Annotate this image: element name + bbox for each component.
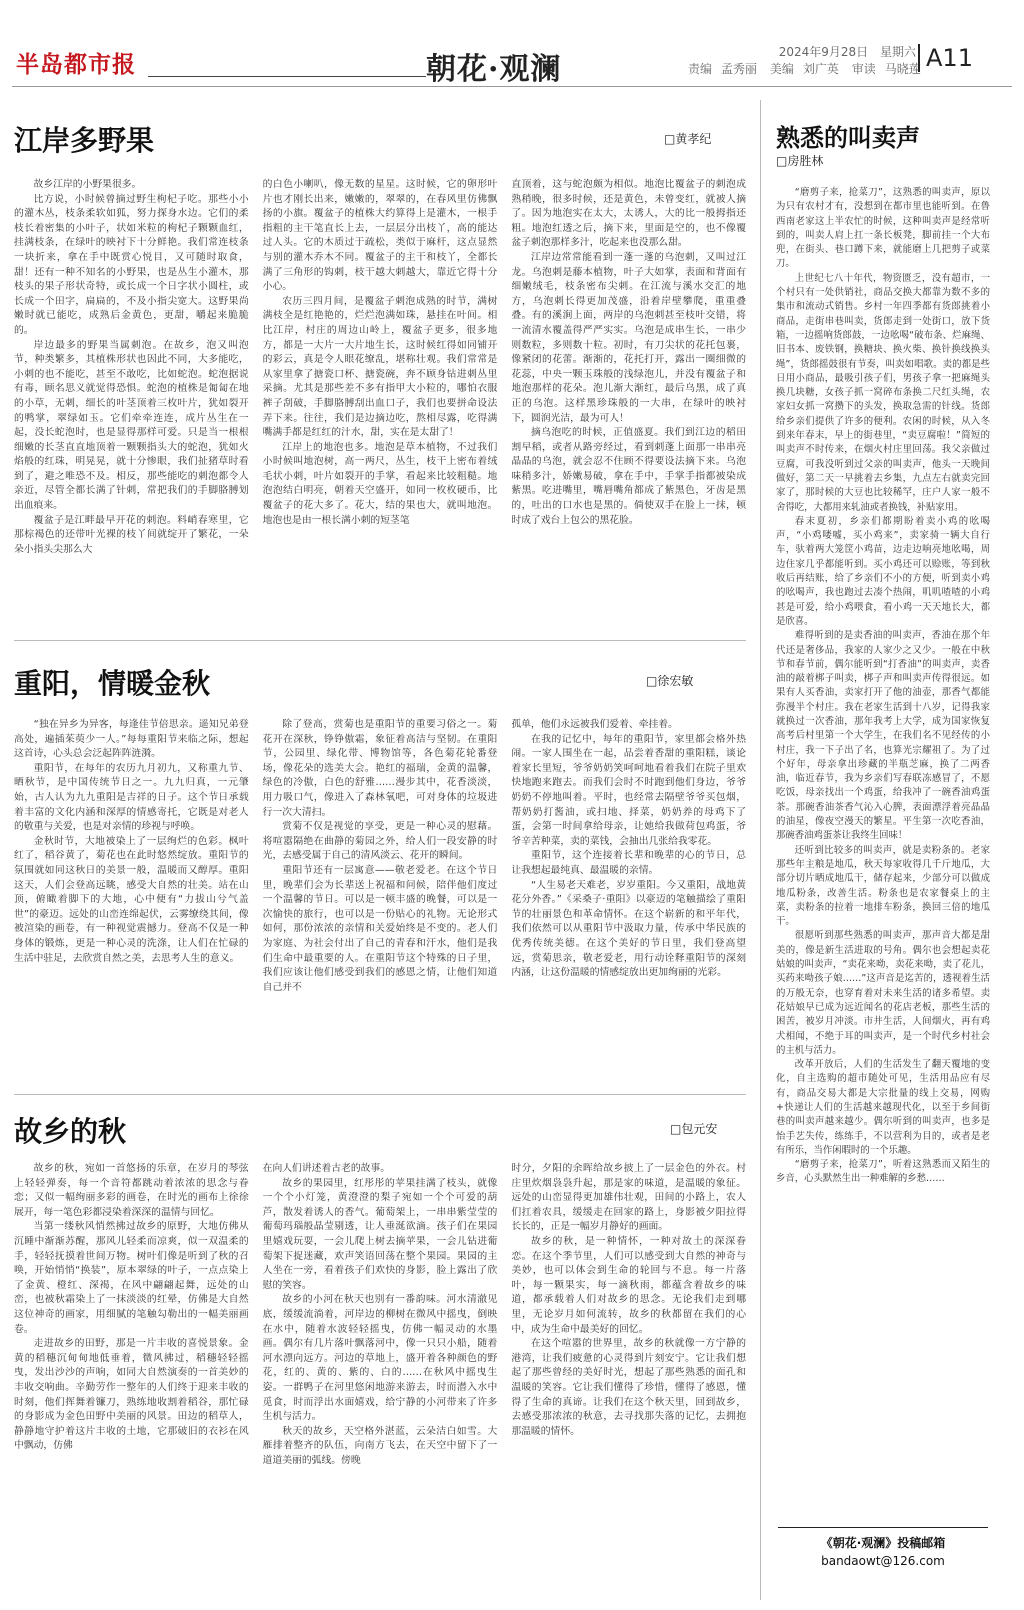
paragraph: 秋天的故乡，天空格外湛蓝，云朵洁白如雪。大雁排着整齐的队伍，向南方飞去，在天空中留下了一道道美丽的弧线。傍晚 bbox=[262, 1425, 498, 1466]
issue-weekday: 星期六 bbox=[879, 45, 916, 59]
article-body-guxiang bbox=[14, 1162, 746, 1600]
paragraph: 春末夏初，乡亲们都期盼着卖小鸡的吆喝声，“小鸡喽嘘，买小鸡来”，卖家骑一辆大自行车，驮着两大笼筐小鸡苗，边走边响亮地吆喝，周边住家几乎都能听到。买小鸡还可以赊账，等到秋收后再结账，给了乡亲们不小的方便，听到卖小鸡的吆喝声，我也跑过去凑个热闹，叽叽喳喳的小鸡甚是可爱，给小鸡喂食，看小鸡一天天地长大，都是欣喜。 bbox=[776, 515, 990, 627]
paragraph: 重阳节，这个连接着长辈和晚辈的心的节日，总让我想起最纯真、最温暖的亲情。 bbox=[511, 850, 747, 876]
paragraph: 重阳节还有一层寓意——敬老爱老。在这个节日里，晚辈们会为长辈送上祝福和问候，陪伴他们度过一个温馨的节日。可以是一顿丰盛的晚餐，可以是一次愉快的旅行，也可以是一份贴心的礼物。无论形式如何，那份浓浓的亲情和关爱始终是不变的。老人们为家庭、为社会付出了自己的青春和汗水，他们是我们生命中最重要的人。在重阳节这个特殊的日子里，我们应该让他们感受到我们的感恩之情，让他们知道自己并不 bbox=[262, 864, 498, 993]
article-byline-chongyang: □徐宏敏 bbox=[646, 674, 694, 688]
article-body-jiaomai bbox=[776, 186, 990, 1514]
paragraph: 改革开放后，人们的生活发生了翻天覆地的变化，自主选购的超市随处可见，生活用品应有尽有，商品交易大都是大宗批量的线上交易，网购+快递让人们的生活越来越现代化，以至于乡间街巷的叫卖声越来越少。偶尔听到的叫卖声，也多是怡手艺失传，练练手，不以营利为目的，或者是老有所乐，当作闲暇时的一个乐趣。 bbox=[776, 1059, 990, 1156]
masthead-rule bbox=[12, 86, 1012, 87]
paragraph: 在我的记忆中，每年的重阳节，家里都会格外热闹。一家人围坐在一起，品尝着香甜的重阳糕，谈论着家长里短，爷爷奶奶笑呵呵地看着我们在院子里欢快地跑来跑去。而我们会时不时跑到他们身边，爷爷奶奶不停地叫着。平时，也经常去隔壁爷爷买包烟，帮奶奶打酱油，或扫地、择菜，奶奶养的母鸡下了蛋，会第一时间拿给母亲，让她给我做荷包鸡蛋，爷爷辛苦种菜，卖的菜钱，会抽出几张给我零花。 bbox=[511, 733, 747, 847]
paragraph: 重阳节，在每年的农历九月初九，又称重九节、晒秋节，是中国传统节日之一。九九归真，一元肇始，古人认为九九重阳是吉祥的日子。这个节日承载着丰富的文化内涵和深厚的情感寄托，它既是对老人的敬重与关爱，也是对亲情的珍视与呼唤。 bbox=[14, 762, 249, 833]
article-column bbox=[511, 178, 746, 624]
paragraph: 比方说，小时候曾摘过野生枸杞子吃。那些小小的灌木丛，枝条柔软如狐，努力探身水边。它们的柔枝长着密集的小叶子，状如米粒的枸杞子颗颗血红，挂满枝条，在绿叶的映衬下十分鲜艳。我们常连枝条一块折来，拿在手中既赏心悦目，又可随时取食，甜！还有一种不知名的小野果，也是丛生小灌木，那枝头的果子形状奇特，或长成一个日字状小圆柱，或长成一个田字，扁扁的，不及小指尖宽大。这野果尚嫩时就已能吃，成熟后金黄色，更甜，嚼起来脆脆的。 bbox=[14, 193, 249, 336]
paragraph: 摘乌泡吃的时候，正值盛夏。我们到江边的稻田割早稻，或者从路旁经过，看到刺蓬上面那一串串亮晶晶的乌泡，就会忍不住顾不得要设法摘下来。乌泡味稍多汁，娇嫩易破，拿在手中，手掌手指都被染成紫黑。吃进嘴里，嘴唇嘴角都成了紫黑色，牙齿是黑的，吐出的口水也是黑的。倘使双手在脸上一抹，顿时成了戏台上包公的黑花脸。 bbox=[511, 427, 747, 526]
paragraph: 走进故乡的田野，那是一片丰收的喜悦景象。金黄的稻穗沉甸甸地低垂着，微风拂过，稻穗轻轻摇曳，发出沙沙的声响，如同大自然演奏的一首美妙的丰收交响曲。辛勤劳作一整年的人们终于迎来丰收的时刻，他们挥舞着镰刀，熟练地收割着稻谷，那忙碌的身影成为金色田野中美丽的风景。田边的稻草人，静静地守护着这片丰收的土地，它那破旧的衣衫在风中飘动，仿佛 bbox=[14, 1338, 249, 1452]
paragraph: 除了登高，赏菊也是重阳节的重要习俗之一。菊花开在深秋，铮铮傲霜，象征着高洁与坚韧。在重阳节，公园里、绿化带、博物馆等，各色菊花轮番登场，像花朵的选美大会。艳红的福瑞，金黄的温馨，绿色的冷傲，白色的舒雅……漫步其中，花香淡淡，用力吸口气，像进入了森林氧吧，可对身体的垃圾进行一次大清扫。 bbox=[262, 719, 498, 818]
paragraph: “人生易老天难老，岁岁重阳。今又重阳，战地黄花分外香。”《采桑子·重阳》以豪迈的笔触描绘了重阳节的壮丽景色和革命情怀。在这个崭新的和平年代，我们依然可以从重阳节中汲取力量，传承中华民族的优秀传统美德。在这个美好的节日里，我们登高望远，赏菊思亲，敬老爱老，用行动诠释重阳节的深刻内涵，让这份温暖的情感绽放出更加绚丽的光彩。 bbox=[511, 879, 747, 979]
paragraph: 在这个喧嚣的世界里，故乡的秋就像一方宁静的港湾，让我们疲惫的心灵得到片刻安宁。它让我们想起了那些曾经的美好时光，想起了那些熟悉的面孔和温暖的笑容。它让我们懂得了珍惜，懂得了感恩，懂得了生命的真谛。让我们在这个秋天里，回到故乡，去感受那浓浓的秋意，去寻找那失落的记忆，去拥抱那温暖的情怀。 bbox=[511, 1338, 747, 1437]
footer-rule bbox=[778, 1527, 988, 1528]
article-byline-guxiang: □包元安 bbox=[670, 1122, 718, 1136]
article-body-jiangan bbox=[14, 178, 746, 624]
article-byline-jiangan: □黄孝纪 bbox=[664, 132, 712, 146]
paragraph: 在向人们讲述着古老的故事。 bbox=[262, 1163, 391, 1174]
paragraph: 时分，夕阳的余晖给故乡披上了一层金色的外衣。村庄里炊烟袅袅升起，那是家的味道，是温暖的象征。远处的山峦显得更加雄伟壮观，田间的小路上，农人们扛着农具，缓缓走在回家的路上，身影被夕阳拉得长长的，正是一幅岁月静好的画面。 bbox=[511, 1163, 747, 1233]
article-separator bbox=[14, 1094, 746, 1095]
paragraph: 直顶着，这与蛇泡颇为相似。地泡比覆盆子的刺泡成熟稍晚，很多时候，还是黄色，未曾变红，就被人摘了。因为地泡实在太大，太诱人，大的比一般拇指还粗。地泡红透之后，摘下来，里面是空的，也不像覆盆子刺泡那样多汁，吃起来也没那么甜。 bbox=[511, 179, 747, 249]
article-column bbox=[263, 1162, 498, 1600]
paragraph: 故乡的小河在秋天也别有一番韵味。河水清澈见底，缓缓流淌着，河岸边的柳树在微风中摇曳，倒映在水中，随着水波轻轻摇曳，仿佛一幅灵动的水墨画。偶尔有几片落叶飘落河中，像一只只小船，随着河水漂向远方。河边的草地上，盛开着各种颜色的野花，红的、黄的、紫的、白的……在秋风中摇曳生姿。一群鸭子在河里悠闲地游来游去，时而潜入水中觅食，时而浮出水面嬉戏，给宁静的小河带来了许多生机与活力。 bbox=[262, 1294, 498, 1423]
article-column bbox=[263, 718, 498, 1084]
article-title-jiangan: 江岸多野果 bbox=[14, 124, 155, 157]
article-byline-jiaomai: □房胜林 bbox=[776, 154, 824, 168]
paragraph: “磨剪子来，抢菜刀”，听着这熟悉而又陌生的乡音，心头默然生出一种难解的乡愁…… bbox=[776, 1159, 990, 1185]
paragraph: 江岸边常常能看到一蓬一蓬的乌泡刺，又叫过江龙。乌泡刺是藤本植物，叶子大如掌，表面和背面有细嫩绒毛，枝条密布尖刺。在江流与溪水交汇的地方，乌泡刺长得更加茂盛，沿着岸壁攀爬，重重叠叠。有的溪涧上面，两岸的乌泡刺甚至枝叶交错，将一流清水覆盖得严严实实。乌泡是成串生长，一串少则数粒，多则数十粒。初时，有刀尖状的花托包裹，像紧闭的花蕾。渐渐的，花托打开，露出一圈细微的花蕊，中央一颗玉珠般的浅绿泡儿，并没有覆盆子和地泡那样的花朵。泡儿渐大渐红，最后乌黑，成了真正的乌泡。这样黑珍珠般的一大串，在绿叶的映衬下，圆润光洁，最为可人！ bbox=[511, 251, 747, 424]
section-title: 朝花·观澜 bbox=[426, 52, 562, 87]
paragraph: 故乡的秋，宛如一首悠扬的乐章，在岁月的琴弦上轻轻弹奏，每一个音符都跳动着浓浓的思念与眷恋；又似一幅绚丽多彩的画卷，在时光的画布上徐徐展开，每一笔色彩都浸染着深深的温情与回忆。 bbox=[14, 1163, 249, 1218]
submission-email: bandaowt@126.com bbox=[821, 1554, 945, 1568]
article-column bbox=[776, 186, 990, 1514]
art-name: 刘广英 bbox=[802, 62, 839, 76]
paragraph: 孤单，他们永远被我们爱着、牵挂着。 bbox=[511, 719, 678, 730]
review-name: 马晓莲 bbox=[884, 62, 921, 76]
page-number: A11 bbox=[918, 44, 973, 72]
paragraph: 很愿听到那些熟悉的叫卖声，那声音大都是甜美的，像是新生活进取的号角。偶尔也会想起卖花姑娘的叫卖声，“卖花来呦，卖花来呦，卖了花儿，买药来呦孩子娘……”这声音是迄苦的，透视着生活的万般无奈，也穿育着对未来生活的诸多希望。卖花姑娘早已成为远近闻名的花店老板，那些生活的困苦，被岁月冲淡。市井生活，人间烟火，再有鸡犬相闻，不绝于耳的叫卖声，是一个时代乡村社会的主机与活力。 bbox=[776, 930, 990, 1056]
paragraph: 岸边最多的野果当属刺泡。在故乡，泡又叫泡节，种类繁多，其植株形状也因此不同，大多能吃，小刺的也不能吃，甚至不敢吃，比如蛇泡。蛇泡据说有毒，顾名思义就觉得恐惧。蛇泡的植株是匍匐在地的小草，无刺，细长的叶茎顶着三枚叶片，犹如裂开的鸭掌，翠绿如玉。它们牵牵连连，成片丛生在一起，没长蛇泡时，也是显得那样可爱。只是当一根根细嫩的长茎直直地顶着一颗颗指头大的蛇泡，犹如火焰般的红珠，明晃晃，就十分惨眼，我们扯猪草时看到了，避之唯恐不及。相反，那些能吃的刺泡都令人亲近，尽管全都长满了针刺，常把我们的手脚胳膊划出血痕来。 bbox=[14, 339, 249, 512]
editor-name: 孟秀丽 bbox=[721, 62, 758, 76]
article-title-guxiang: 故乡的秋 bbox=[14, 1115, 127, 1148]
issue-date: 2024年9月28日 bbox=[778, 45, 869, 59]
article-body-chongyang bbox=[14, 718, 746, 1084]
article-column bbox=[14, 718, 249, 1084]
paragraph: 覆盆子是江畔最早开花的刺泡。料峭春寒里，它那棕褐色的还带叶光裸的枝丫间就绽开了繁花，一朵朵小指头尖那么大 bbox=[14, 514, 249, 555]
paragraph: 江岸上的地泡也多。地泡是草本植物，不过我们小时候叫地泡树，高一两尺，丛生，枝干上密布着绒毛状小刺，叶片如裂开的手掌，看起来比较粗糙。地泡泡结白明亮，朝着天空盛开，如同一枚枚硬币，比覆盆子的花大多了。花大，结的果也大，就叫地泡。地泡也是由一根长满小刺的短茎笔 bbox=[262, 441, 498, 526]
article-column bbox=[263, 178, 498, 624]
paragraph: 故乡江岸的小野果很多。 bbox=[33, 179, 142, 190]
paragraph: 金秋时节，大地被染上了一层绚烂的色彩。枫叶红了，稻谷黄了，菊花也在此时悠然绽放。重阳节的氛围就如同这秋日的美景一般，温暖而又醇厚。重阳这天，人们会登高远眺，感受大自然的壮美。站在山顶，俯瞰着脚下的大地，心中便有“力拔山兮气盖世”的豪迈。远处的山峦连绵起伏，云雾缭绕其间，像被渲染的画卷，有一种视觉震撼力。登高不仅是一种身体的锻炼，更是一种心灵的洗涤，让人们在忙碌的生活中驻足，去欣赏自然之美，去思考人生的意义。 bbox=[14, 835, 249, 964]
paragraph: 赏菊不仅是视觉的享受，更是一种心灵的慰藉。将喧嚣隔绝在曲静的菊园之外，给人们一段安静的时光，去感受属于自己的清风淡云、花开的瞬间。 bbox=[262, 821, 498, 862]
submission-box bbox=[778, 1527, 988, 1568]
review-label: 审读 bbox=[851, 62, 876, 76]
paragraph: 当第一缕秋风悄然拂过故乡的原野，大地仿佛从沉睡中渐渐苏醒，那风儿轻柔而凉爽，似一双温柔的手，轻轻抚摸着世间万物。树叶们像是听到了秋的召唤，开始悄悄“换装”，原本翠绿的叶子，一点点染上了金黄、橙红、深褐，在风中翩翩起舞，远处的山峦，也被秋霜染上了一抹淡淡的红晕，仿佛是大自然这位神奇的画家，用细腻的笔触勾勒出的一幅美丽画卷。 bbox=[14, 1221, 249, 1335]
masthead bbox=[12, 42, 1012, 88]
paragraph: “磨剪子来，抢菜刀”，这熟悉的叫卖声，原以为只有农村才有，没想到在都市里也能听到。在鲁西南老家这上半农忙的时候，这种叫卖声是经常听到的，叫卖人肩上扛一条长板凳，脚前挂一个大布兜，在街头、巷口蹲下来，就能磨上几把剪子或菜刀。 bbox=[776, 187, 990, 270]
paragraph: 农历三四月间，是覆盆子刺泡成熟的时节，满树满枝全是红艳艳的，烂烂泡满如珠，悬挂在叶间。相比江岸，村庄的周边山岭上，覆盆子更多，很多地方，都是一大片一大片地生长，这时候红得如同铺开的彩云，真是令人眼花缭乱，堪称壮观。我们常常是从家里拿了搪瓷口杯、搪瓷碗，奔不顾身钻进刺丛里采摘。尤其是那些差不多有指甲大小粒的，哪怕衣服裤子刮破，手脚胳膊刮出血口子，我们也要拼命设法弄下来。往往，我们是边摘边吃，熬相尽露，吃得满嘴满手都是红红的汁水，甜，实在是太甜了！ bbox=[262, 295, 498, 439]
newspaper-logo: 半岛都市报 bbox=[16, 51, 136, 78]
article-title-jiaomai: 熟悉的叫卖声 bbox=[776, 123, 920, 152]
article-title-chongyang: 重阳，情暖金秋 bbox=[14, 667, 211, 700]
article-column bbox=[511, 1162, 746, 1600]
paragraph: 故乡的果园里，红彤彤的苹果挂满了枝头，就像一个个小灯笼，黄澄澄的梨子宛如一个个可爱的葫芦，散发着诱人的香气。葡萄架上，一串串紫莹莹的葡萄玛瑙般晶莹剔透，让人垂涎欲滴。孩子们在果园里嬉戏玩耍，一会儿爬上树去摘苹果，一会儿钻进葡萄架下捉迷藏，欢声笑语回荡在整个果园。果园的主人坐在一旁，看着孩子们欢快的身影，脸上露出了欣慰的笑容。 bbox=[262, 1177, 498, 1291]
article-column bbox=[14, 1162, 249, 1600]
paragraph: “独在异乡为异客，每逢佳节倍思亲。遥知兄弟登高处，遍插茱萸少一人。”每每重阳节来临之际，想起这首诗，心头总会泛起阵阵涟漪。 bbox=[14, 719, 249, 760]
masthead-meta bbox=[688, 44, 930, 78]
art-label: 美编 bbox=[769, 62, 794, 76]
masthead-divider bbox=[148, 76, 426, 77]
article-separator bbox=[14, 640, 746, 641]
paragraph: 上世纪七八十年代，物资匮乏，没有超市，一个村只有一处供销社，商品交换大都靠为数不多的集市和流动式销售。乡村一年四季都有货郎挑着小商品，走街串巷叫卖，货郎走到一处街口，放下货箱，一边摇响货郎鼓，一边吆喝“破布条、烂麻绳、旧书本、废铁钢，换糖块、换火柴、换针换线换头绳”，货郎摇鼓很有节奏，叫卖如唱歌。卖的都是些日用小商品，最吸引孩子们，男孩子拿一把麻绳头换几块糖，女孩子抓一窝碎布条换二尺红头绳，农家妇女抓一窝攒下的头发，换取急需的针线。货郎给乡亲们提供了许多的便利。农闲的时候，从入冬到来年春末，早上的街巷里，“卖豆腐啦！”简短的叫卖声不时传来，在烟火村庄里回荡。我父亲做过豆腐，可我没听到过父亲的叫卖声，他头一天晚间做好，第二天一早挑着去乡集，九点左右就卖完回家了，那时候的大豆也比较稀罕，庄户人家一般不舍得吃，大都用来轧油或者换钱，补贴家用。 bbox=[776, 272, 990, 513]
paragraph: 的白色小喇叭，像无数的星星。这时候，它的卵形叶片也才刚长出来，嫩嫩的，翠翠的，在春风里仿佛飘扬的小旗。覆盆子的植株大约算得上是灌木，一根手指粗的主干笔直长上去，一层层分出枝丫，高的能达过人头。它的木质过于疏松，类似于麻杆，这点显然与别的灌木乔木不同。覆盆子的主干和枝丫，全都长满了三角形的钩刺，枝干越大刺越大，靠近它得十分小心。 bbox=[262, 179, 498, 293]
submission-title: 《朝花·观澜》投稿邮箱 bbox=[820, 1536, 946, 1550]
paragraph: 难得听到的是卖香油的叫卖声，香油在那个年代还是奢侈品，我家的人家少之又少。一般在中秋节和春节前，偶尔能听到“打香油”的叫卖声，卖香油的敲着梆子叫卖，梆子声和叫卖声传得很远。如果有人买香油，卖家打开了他的油壶，那香气都能弥漫半个村庄。我在老家生活到十八岁，记得我家就换过一次香油，那年我考上大学，成为国家恢复高考后村里第一个大学生，在我们名不见经传的小村庄，我一下子出了名，也算光宗耀祖了。为了过个好年，母亲拿出珍藏的半瓶芝麻，换了二两香油，临近春节，我为乡亲们写春联冻感冒了，不愿吃饭，母亲找出一个鸡蛋，给我冲了一碗香油鸡蛋茶。那碗香油茶香气沁入心脾，表面漂浮着亮晶晶的油星，像夜空漫天的繁星。平生第一次吃香油，那碗香油鸡蛋茶让我终生回味！ bbox=[776, 630, 990, 842]
paragraph: 故乡的秋，是一种情怀，一种对故土的深深眷恋。在这个季节里，人们可以感受到大自然的神奇与美妙，也可以体会到生命的轮回与不息。每一片落叶，每一颗果实，每一滴秋雨，都蕴含着故乡的味道，都承载着人们对故乡的思念。无论我们走到哪里，无论岁月如何流转，故乡的秋都留在我们的心中，成为生命中最美好的回忆。 bbox=[511, 1235, 747, 1335]
column-divider bbox=[760, 100, 761, 1600]
article-column bbox=[14, 178, 249, 624]
editor-label: 责编 bbox=[688, 62, 713, 76]
article-column bbox=[511, 718, 746, 1084]
paragraph: 还听到比较多的叫卖声，就是卖粉条的。老家那些年主粮是地瓜，秋天每家收得几千斤地瓜，大部分切片晒成地瓜干，储存起来，少部分可以做成地瓜粉条，改善生活。粉条也是农家餐桌上的主菜，卖粉条的拉着一地排车粉条，换回三倍的地瓜干。 bbox=[776, 844, 990, 928]
